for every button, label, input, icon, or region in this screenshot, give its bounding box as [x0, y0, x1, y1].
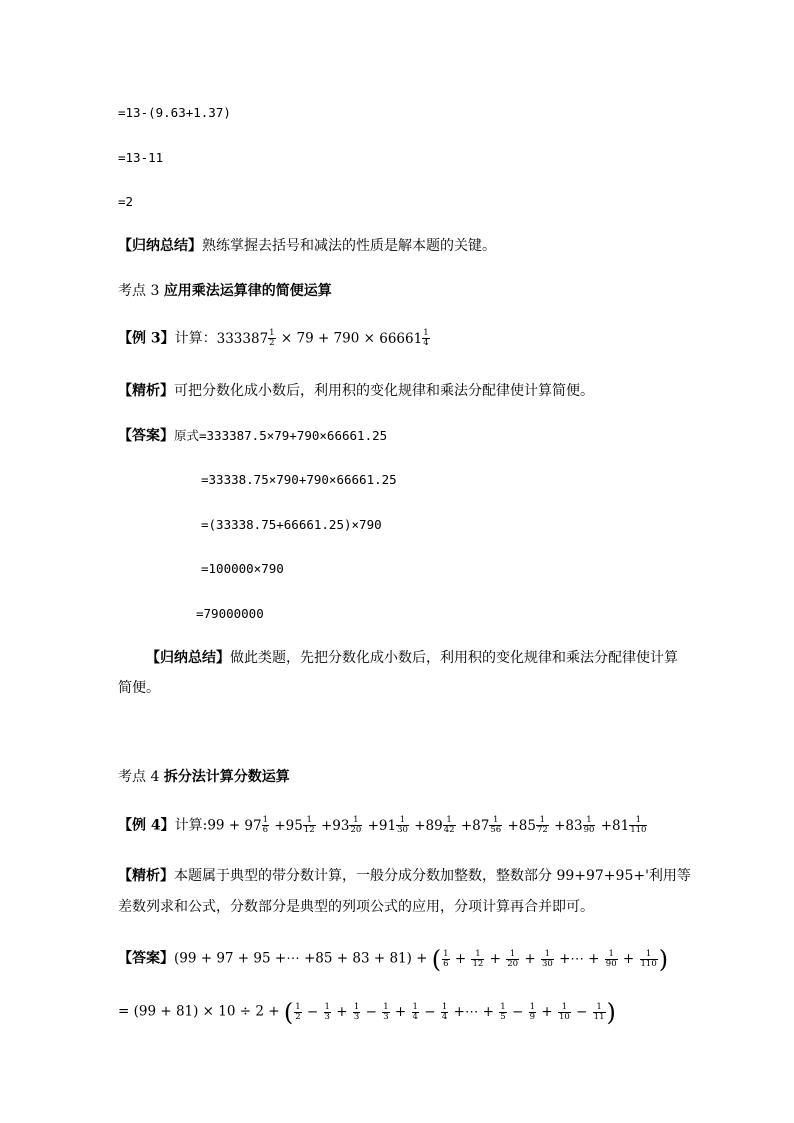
fraction: $\frac{1}{4}$	[412, 1001, 418, 1022]
integer-sum: (99 + 97 + 95 +⋯ +85 + 83 + 81) +	[174, 950, 432, 967]
mixed-number: 95 $\frac{1}{12}$	[285, 815, 315, 835]
fraction: $\frac{1}{10}$	[558, 1001, 570, 1022]
fraction: $\frac{1}{90}$	[605, 948, 617, 969]
answer-4-line-1	[118, 947, 668, 971]
keypoint-3-heading	[118, 282, 332, 300]
answer-3-line-4: =100000×790	[201, 561, 284, 576]
fraction: $\frac{1}{11}$	[593, 1001, 605, 1022]
mixed-number: 81 $\frac{1}{110}$	[612, 815, 647, 835]
fraction: $\frac{1}{12}$	[472, 948, 484, 969]
answer-label: 【答案】	[118, 950, 174, 967]
fraction: $\frac{1}{4}$	[441, 1001, 448, 1022]
answer-3-line-2: =33338.75×790+790×66661.25	[201, 472, 397, 487]
mixed-number: 97 $\frac{1}{6}$	[244, 815, 269, 835]
keypoint-label: 考点 3	[118, 283, 164, 299]
answer-label: 【答案】	[118, 428, 174, 444]
answer-3-line-3: =(33338.75+66661.25)×790	[201, 517, 382, 532]
fraction: $\frac{1}{90}$	[583, 815, 595, 835]
expression-middle: × 79 + 790 ×	[276, 330, 380, 347]
fraction: $\frac{1}{56}$	[490, 815, 502, 835]
mixed-number-terms: 97 $\frac{1}{6}$ +95 $\frac{1}{12}$ +93 $\frac{1}{20}$ +91 $\frac{1}{30}$ +89 $\frac{1}{42}$ +87 $\frac{1}{56}$ +85 $\frac{1}{72}$ +83 $\frac{1}{90}$ +81 $\frac{1}{110}$	[244, 815, 647, 835]
mixed-number: 93 $\frac{1}{20}$	[332, 815, 362, 835]
answer-step: 原式=333387.5×79+790×66661.25	[174, 428, 388, 443]
fraction: $\frac{1}{110}$	[640, 948, 657, 969]
fraction-sum: ( $\frac{1}{6}$ + $\frac{1}{12}$ + $\frac{1}{20}$ + $\frac{1}{30}$ +⋯ + $\frac{1}{90}$ + $\frac{1}{110}$ )	[431, 945, 669, 973]
answer-3-line-5: =79000000	[196, 606, 264, 621]
analysis-text: 可把分数化成小数后，利用积的变化规律和乘法分配律使计算简便。	[174, 383, 594, 399]
fraction: $\frac{1}{3}$	[353, 1001, 360, 1022]
whole-part: 66661	[379, 330, 423, 347]
answer-4-line-2	[118, 1000, 616, 1024]
example-label: 【例 4】	[118, 817, 175, 834]
mixed-number: 83 $\frac{1}{90}$	[565, 815, 595, 835]
summary-label: 【归纳总结】	[146, 650, 230, 666]
fraction: $\frac{1}{20}$	[350, 815, 362, 835]
summary-label: 【归纳总结】	[118, 238, 202, 254]
summary-1	[118, 237, 496, 255]
fraction: $\frac{1}{72}$	[536, 815, 548, 835]
step-line-3: =2	[118, 194, 134, 209]
step-line-1: =13-(9.63+1.37)	[118, 105, 231, 120]
example-prefix: 计算：	[174, 330, 217, 347]
fraction: $\frac{1}{3}$	[383, 1001, 389, 1022]
example-3	[118, 329, 431, 348]
fraction: $\frac{1}{6}$	[262, 815, 269, 835]
keypoint-title: 应用乘法运算律的简便运算	[163, 283, 332, 299]
lead-term: 99 +	[207, 817, 245, 834]
fraction: $\frac{1}{20}$	[507, 948, 519, 969]
keypoint-label: 考点 4	[118, 769, 164, 785]
fraction: $\frac{1}{12}$	[303, 815, 315, 835]
summary-2-line-2: 简便。	[118, 680, 160, 696]
fraction: $\frac{1}{4}$	[423, 328, 429, 348]
analysis-text: 本题属于典型的带分数计算，一般分成分数加整数，整数部分 99+97+95+'利用等	[174, 868, 691, 884]
line2-prefix: = (99 + 81) × 10 ÷ 2 +	[118, 1003, 284, 1020]
mixed-number: 85 $\frac{1}{72}$	[518, 815, 548, 835]
summary-text: 熟练掌握去括号和减法的性质是解本题的关键。	[202, 238, 496, 254]
whole-part: 333387	[216, 330, 269, 347]
analysis-3	[118, 382, 594, 400]
keypoint-title: 拆分法计算分数运算	[163, 769, 290, 785]
summary-text: 做此类题，先把分数化成小数后，利用积的变化规律和乘法分配律使计算	[230, 650, 678, 666]
analysis-label: 【精析】	[118, 868, 174, 884]
fraction: $\frac{1}{3}$	[324, 1001, 330, 1022]
fraction: $\frac{1}{9}$	[529, 1001, 536, 1022]
keypoint-4-heading	[118, 768, 290, 786]
fraction: $\frac{1}{30}$	[541, 948, 553, 969]
fraction: $\frac{1}{30}$	[397, 815, 408, 835]
fraction: $\frac{1}{2}$	[269, 328, 275, 348]
step-line-2: =13-11	[118, 150, 164, 165]
split-fraction-sum: ( $\frac{1}{2}$ − $\frac{1}{3}$ + $\frac{1}{3}$ − $\frac{1}{3}$ + $\frac{1}{4}$ − $\frac{1}{4}$ +⋯ + $\frac{1}{5}$ − $\frac{1}{9}$ + $\frac{1}{10}$ − $\frac{1}{11}$ )	[283, 998, 616, 1026]
example-prefix: 计算:	[174, 817, 208, 834]
answer-3-line-1	[118, 427, 387, 445]
mixed-number: 91 $\frac{1}{30}$	[378, 815, 408, 835]
summary-2-line-1	[146, 649, 678, 667]
example-4	[118, 816, 648, 835]
fraction: $\frac{1}{110}$	[630, 815, 647, 835]
analysis-4-line-1	[118, 867, 691, 885]
analysis-label: 【精析】	[118, 383, 174, 399]
fraction: $\frac{1}{5}$	[500, 1001, 506, 1022]
mixed-number-2	[379, 329, 430, 348]
analysis-4-line-2: 差数列求和公式，分数部分是典型的列项公式的应用，分项计算再合并即可。	[118, 899, 594, 915]
fraction: $\frac{1}{2}$	[295, 1001, 301, 1022]
fraction: $\frac{1}{6}$	[443, 948, 449, 969]
example-label: 【例 3】	[118, 330, 175, 347]
mixed-number: 87 $\frac{1}{56}$	[472, 815, 502, 835]
mixed-number: 89 $\frac{1}{42}$	[425, 815, 455, 835]
fraction: $\frac{1}{42}$	[443, 815, 455, 835]
mixed-number-1	[217, 329, 277, 348]
